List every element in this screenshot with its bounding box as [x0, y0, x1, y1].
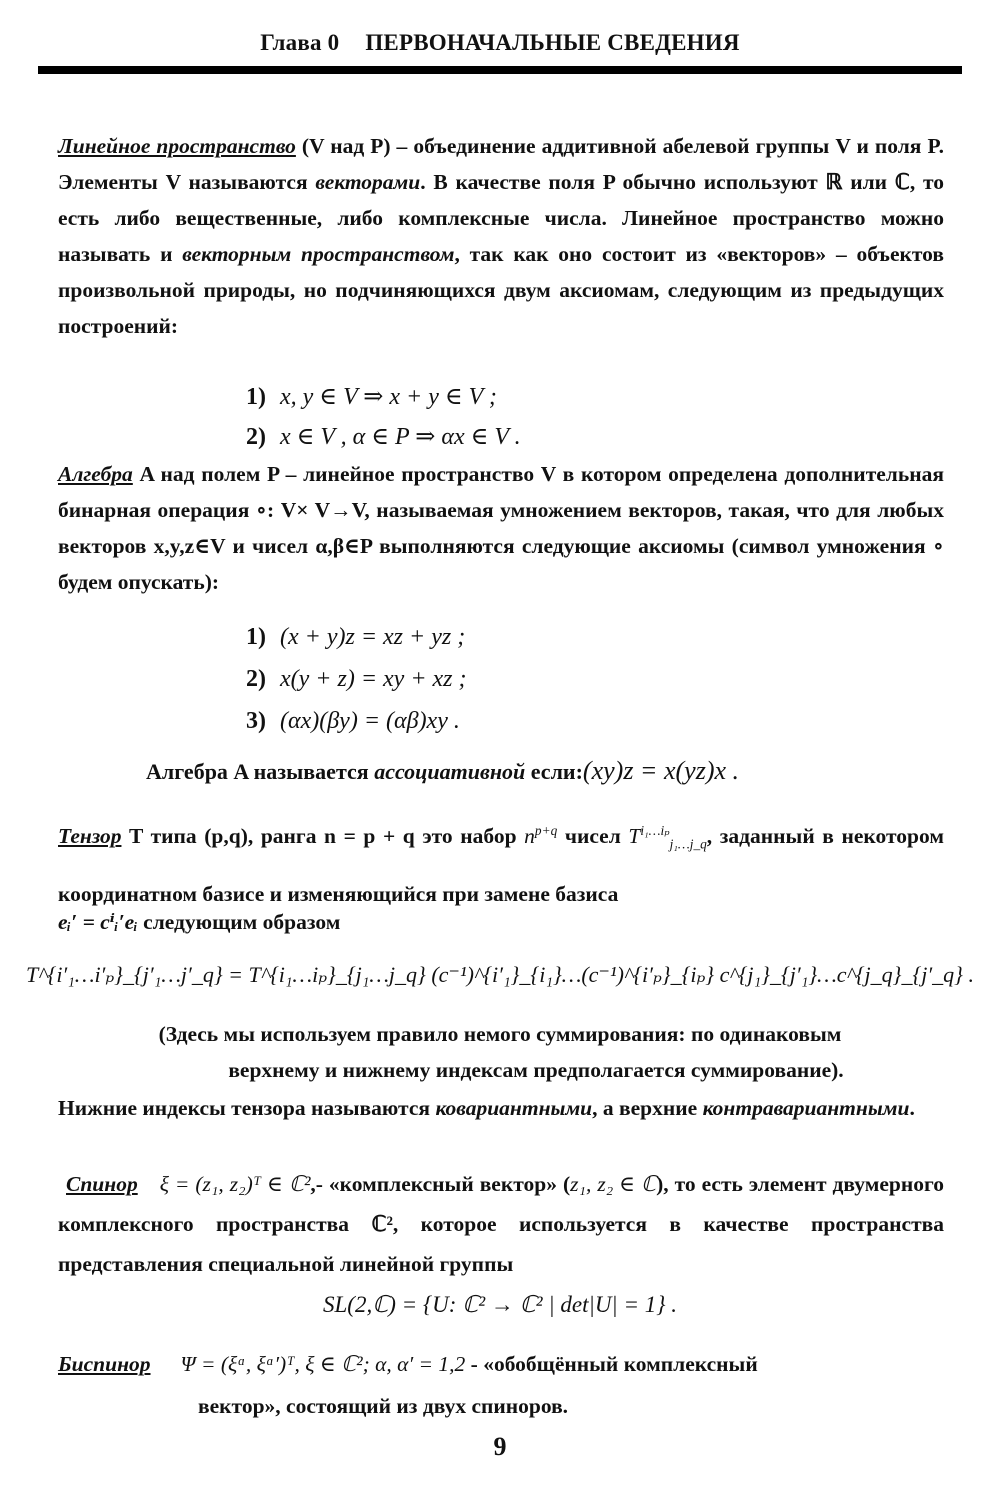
- axiom-number: 2): [246, 666, 266, 692]
- associative-term: ассоциативной: [374, 759, 526, 784]
- linear-space-text-2: . В качестве поля P обычно используют ℝ или ℂ, то есть либо вещественные, либо комплексные числа. Линейное пространство можно называть и: [58, 170, 944, 266]
- axiom-formula: x ∈ V , α ∈ P ⇒ αx ∈ V .: [280, 424, 521, 450]
- bispinor-term: Биспинор: [58, 1352, 151, 1376]
- summation-note-2: [36, 1058, 1000, 1083]
- bispinor-formula: Ψ = (ξᵅ, ξᵅ′)ᵀ, ξ ∈ ℂ²; α, α′ = 1,2: [180, 1352, 466, 1376]
- covariant-term: ковариантными: [435, 1096, 593, 1120]
- spinor-paragraph: [58, 1164, 944, 1284]
- linear-space-paragraph: [58, 128, 944, 344]
- bispinor-text-1: - «обобщённый комплексный: [465, 1352, 758, 1376]
- summation-note-1: [0, 1022, 1000, 1047]
- tensor-lower-indices: j₁…j_q: [669, 836, 707, 852]
- algebra-axiom-3: [246, 708, 460, 735]
- tensor-text-1b: чисел: [557, 824, 629, 849]
- chapter-number: Глава 0: [260, 30, 340, 55]
- tensor-symbol: [628, 823, 707, 852]
- transform-formula: T^{i′₁…i′ₚ}_{j′₁…j′_q} = T^{i₁…iₚ}_{j₁…j_q} (c⁻¹)^{i′₁}_{i₁}…(c⁻¹)^{i′ₚ}_{iₚ} c^{j₁}_{j′₁}…c^{j_q}_{j′_q} .: [26, 962, 974, 987]
- linear-axiom-1: [246, 382, 497, 411]
- associative-text-2: если:: [525, 759, 583, 784]
- linear-space-text-3: , так как оно состоит из «векторов» – объектов произвольной природы, но подчиняющихся двум аксиомам, следующим из предыдущих построений:: [58, 242, 944, 338]
- algebra-text: A над полем P – линейное пространство V в котором определена дополнительная бинарная операция ∘: V× V→V, называемая умножением векторов, такая, что для любых векторов x,y,z∈V и чисел α,β∈P выполняются следующие аксиомы (символ умножения ∘ будем опускать):: [58, 462, 944, 594]
- axiom-formula: (αx)(βy) = (αβ)xy .: [280, 708, 460, 734]
- tensor-text-1c: , заданный в некотором координатном базисе и изменяющийся при замене базиса: [58, 824, 944, 907]
- associative-line: [146, 756, 739, 786]
- header-rule: [38, 66, 962, 74]
- bispinor-text-2: вектор», состоящий из двух спиноров.: [198, 1394, 569, 1418]
- chapter-title: ПЕРВОНАЧАЛЬНЫЕ СВЕДЕНИЯ: [365, 30, 740, 55]
- linear-space-term: Линейное пространство: [58, 134, 296, 158]
- axiom-number: 2): [246, 424, 266, 450]
- spinor-formula: ξ = (z₁, z₂)ᵀ ∈ ℂ²: [159, 1172, 311, 1196]
- linear-axiom-2: [246, 422, 521, 451]
- linear-space-text-1: (V над P) – объединение аддитивной абелевой группы V и поля P. Элементы V называются: [58, 134, 944, 194]
- count-base: n: [524, 824, 535, 849]
- axiom-formula: x(y + z) = xy + xz ;: [280, 666, 467, 692]
- tensor-paragraph: [58, 806, 944, 919]
- contravariant-term: контравариантными: [702, 1096, 910, 1120]
- tensor-term: Тензор: [58, 824, 122, 849]
- tensor-text-2: следующим образом: [137, 910, 341, 934]
- axiom-formula: (x + y)z = xz + yz ;: [280, 624, 466, 650]
- tensor-count: [524, 824, 557, 848]
- spinor-condition: z₁, z₂ ∈ ℂ: [570, 1172, 657, 1196]
- associative-text: Алгебра A называется: [146, 759, 375, 784]
- note-text: верхнему и нижнему индексам предполагается суммирование).: [228, 1058, 844, 1082]
- index-names-paragraph: [58, 1090, 944, 1126]
- index-text-3: .: [909, 1096, 915, 1120]
- tensor-basis-line: [58, 904, 944, 940]
- axiom-number: 3): [246, 708, 266, 734]
- associative-formula: (xy)z = x(yz)x .: [582, 756, 740, 785]
- tensor-letter: T: [628, 824, 641, 849]
- tensor-upper-indices: i₁…iₚ: [640, 823, 670, 838]
- axiom-formula: x, y ∈ V ⇒ x + y ∈ V ;: [280, 384, 497, 410]
- linear-space-italic-2: векторным пространством: [182, 242, 455, 266]
- spinor-text-1: ,- «комплексный вектор» (: [310, 1172, 571, 1196]
- axiom-number: 1): [246, 624, 266, 650]
- running-header: [0, 30, 1000, 56]
- spinor-term: Спинор: [66, 1172, 138, 1196]
- sl-group-formula: [0, 1292, 1000, 1318]
- spinor-text-2: ), то есть элемент двумерного комплексного пространства ℂ², которое используется в качестве пространства представления специальной линейной группы: [58, 1172, 944, 1276]
- linear-space-italic-1: векторами: [315, 170, 421, 194]
- count-exponent: p+q: [534, 823, 558, 838]
- bispinor-line-2: [198, 1394, 568, 1419]
- algebra-term: Алгебра: [58, 462, 133, 486]
- index-text-2: , а верхние: [592, 1096, 703, 1120]
- algebra-paragraph: [58, 456, 944, 600]
- algebra-axiom-1: [246, 624, 465, 651]
- note-text: (Здесь мы используем правило немого суммирования: по одинаковым: [158, 1022, 842, 1046]
- algebra-axiom-2: [246, 666, 467, 693]
- bispinor-line: [58, 1352, 758, 1377]
- tensor-text-1: T типа (p,q), ранга n = p + q это набор: [121, 824, 525, 849]
- axiom-number: 1): [246, 384, 266, 410]
- index-text: Нижние индексы тензора называются: [58, 1096, 436, 1120]
- tensor-transform-formula: [0, 962, 1000, 988]
- basis-change-formula: eᵢ′ = cⁱᵢ′eᵢ: [58, 910, 138, 934]
- sl-formula: SL(2,ℂ) = {U: ℂ² → ℂ² | det|U| = 1} .: [323, 1292, 677, 1317]
- page-number: 9: [493, 1432, 507, 1461]
